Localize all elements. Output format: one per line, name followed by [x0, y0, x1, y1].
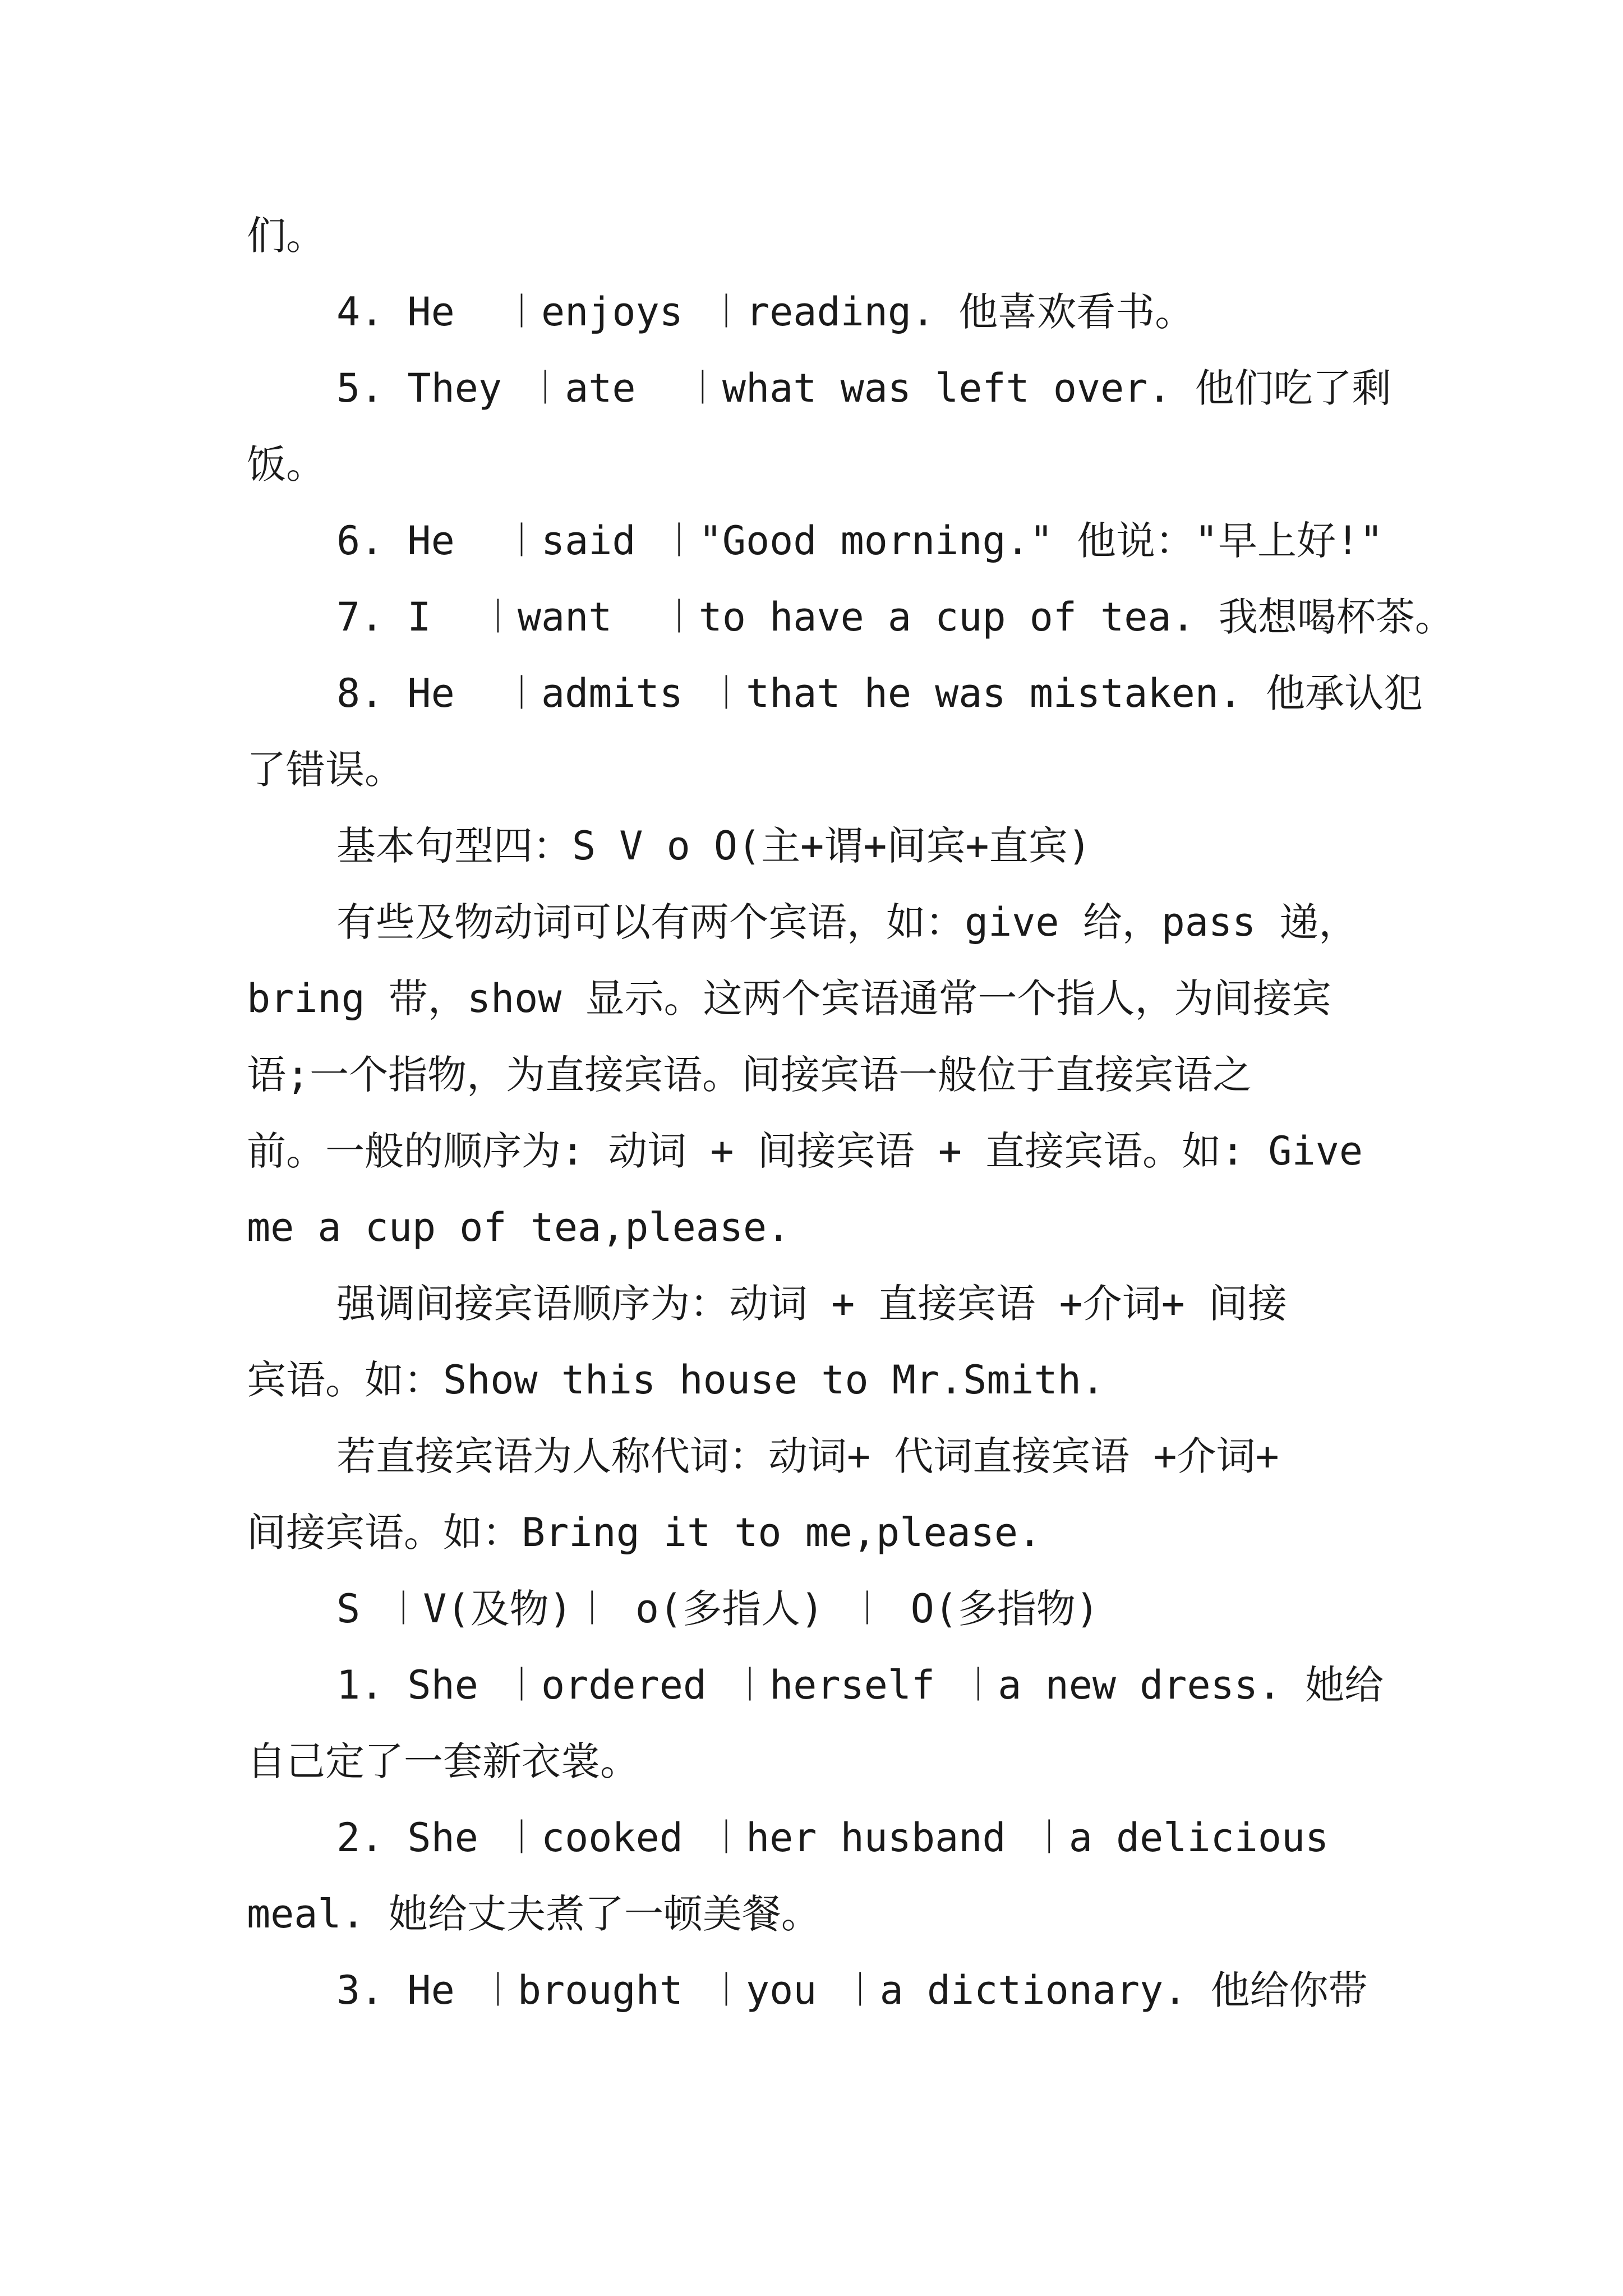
- text-line: 们。: [247, 213, 325, 259]
- text-line: 强调间接宾语顺序为：动词 + 直接宾语 +介词+ 间接: [336, 1281, 1288, 1327]
- text-line: 8. He ︱admits ︱that he was mistaken. 他承认犯: [336, 670, 1423, 716]
- text-line: 了错误。: [247, 747, 404, 793]
- text-line: 5. They ︱ate ︱what was left over. 他们吃了剩: [336, 365, 1391, 411]
- text-line: 3. He ︱brought ︱you ︱a dictionary. 他给你带: [336, 1967, 1368, 2013]
- pattern-line: S ︱V(及物)︱ o(多指人) ︱ O(多指物): [336, 1586, 1100, 1632]
- text-line: bring 带，show 显示。这两个宾语通常一个指人，为间接宾: [247, 976, 1331, 1022]
- text-line: 若直接宾语为人称代词：动词+ 代词直接宾语 +介词+: [336, 1433, 1279, 1479]
- text-line: 有些及物动词可以有两个宾语，如：give 给，pass 递，: [336, 899, 1358, 945]
- section-heading: 基本句型四：S V o O(主+谓+间宾+直宾): [336, 823, 1091, 869]
- text-line: me a cup of tea,please.: [247, 1204, 791, 1250]
- text-line: 宾语。如：Show this house to Mr.Smith.: [247, 1357, 1105, 1403]
- text-line: 1. She ︱ordered ︱herself ︱a new dress. 她给: [336, 1662, 1384, 1708]
- text-line: 4. He ︱enjoys ︱reading. 他喜欢看书。: [336, 289, 1195, 335]
- text-line: 6. He ︱said ︱"Good morning." 他说："早上好!": [336, 518, 1384, 564]
- text-line: meal. 她给丈夫煮了一顿美餐。: [247, 1891, 820, 1937]
- text-line: 2. She ︱cooked ︱her husband ︱a delicious: [336, 1815, 1329, 1861]
- text-line: 自己定了一套新衣裳。: [247, 1738, 639, 1784]
- text-line: 7. I ︱want ︱to have a cup of tea. 我想喝杯茶。: [336, 594, 1454, 640]
- text-line: 前。一般的顺序为: 动词 + 间接宾语 + 直接宾语。如: Give: [247, 1128, 1363, 1174]
- text-line: 语;一个指物，为直接宾语。间接宾语一般位于直接宾语之: [247, 1052, 1252, 1098]
- text-line: 间接宾语。如：Bring it to me,please.: [247, 1510, 1042, 1556]
- text-line: 饭。: [247, 441, 325, 487]
